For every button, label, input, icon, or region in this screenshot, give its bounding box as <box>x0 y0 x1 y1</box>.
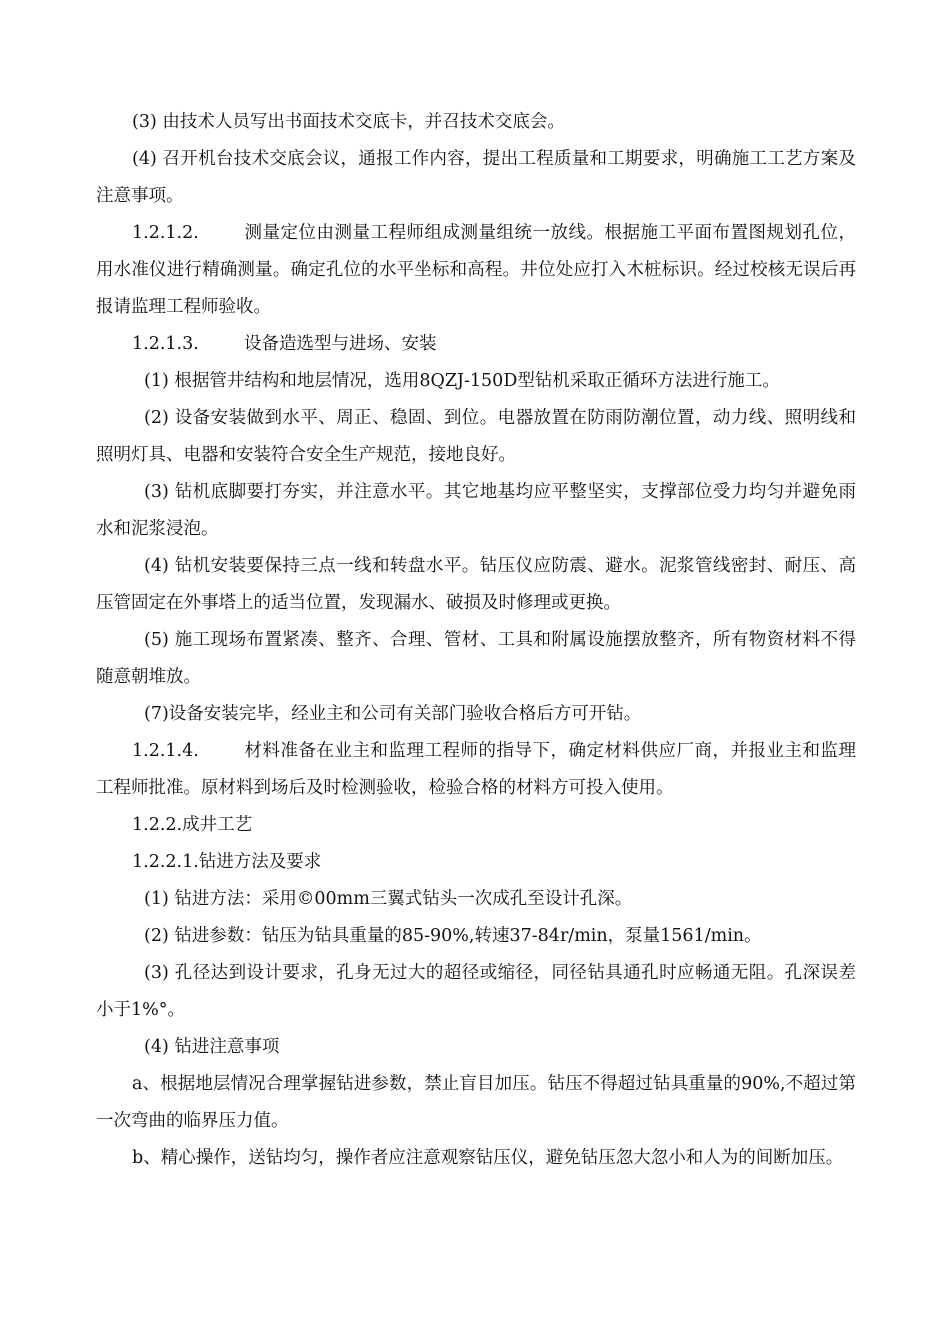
item-3-drill-base: (3) 钻机底脚要打夯实，并注意水平。其它地基均应平整坚实，支撑部位受力均匀并避免雨水和泥浆浸泡。 <box>96 482 856 539</box>
document-body <box>96 104 856 1177</box>
item-1-drilling-method: (1) 钻进方法：采用©00mm三翼式钻头一次成孔至设计孔深。 <box>144 889 633 909</box>
section-number: 1.2.1.3. <box>132 334 199 354</box>
section-1-2-2-heading: 1.2.2.成井工艺 <box>132 815 253 835</box>
paragraph-4-tech-briefing-meeting: (4) 召开机台技术交底会议，通报工作内容，提出工程质量和工期要求，明确施工工艺方案及注意事项。 <box>96 149 856 206</box>
item-2-drilling-parameters: (2) 钻进参数：钻压为钻具重量的85-90%,转速37-84r/min，泵量1561/min。 <box>144 926 762 946</box>
section-1-2-1-3-equipment-heading: 1.2.1.3. 设备造选型与进场、安装 <box>96 326 856 363</box>
item-4-drill-alignment: (4) 钻机安装要保持三点一线和转盘水平。钻压仪应防震、避水。泥浆管线密封、耐压、高压管固定在外事塔上的适当位置，发现漏水、破损及时修理或更换。 <box>96 556 856 613</box>
section-number: 1.2.1.2. <box>132 223 199 243</box>
section-number: 1.2.1.4. <box>132 741 199 761</box>
item-7-installation-acceptance: (7)设备安装完毕，经业主和公司有关部门验收合格后方可开钻。 <box>144 704 642 724</box>
item-4-drilling-precautions: (4) 钻进注意事项 <box>144 1037 280 1057</box>
section-1-2-1-2-survey-positioning: 1.2.1.2. 测量定位由测量工程师组成测量组统一放线。根据施工平面布置图规划孔位，用水准仪进行精确测量。确定孔位的水平坐标和高程。井位处应打入木桩标识。经过校核无误后再报请监理工程师验收。 <box>96 215 856 326</box>
item-2-equipment-installation: (2) 设备安装做到水平、周正、稳固、到位。电器放置在防雨防潮位置，动力线、照明线和照明灯具、电器和安装符合安全生产规范，接地良好。 <box>96 408 856 465</box>
paragraph-3-tech-briefing-card: (3) 由技术人员写出书面技术交底卡，并召技术交底会。 <box>132 112 565 132</box>
section-1-2-1-4-material-preparation: 1.2.1.4. 材料准备在业主和监理工程师的指导下，确定材料供应厂商，并报业主和监理工程师批准。原材料到场后及时检测验收，检验合格的材料方可投入使用。 <box>96 733 856 807</box>
item-5-site-layout: (5) 施工现场布置紧凑、整齐、合理、管材、工具和附属设施摆放整齐，所有物资材料不得随意朝堆放。 <box>96 630 856 687</box>
section-1-2-2-1-heading: 1.2.2.1.钻进方法及要求 <box>132 852 322 872</box>
item-1-drill-selection: (1) 根据管井结构和地层情况，选用8QZJ-150D型钻机采取正循环方法进行施工。 <box>144 371 780 391</box>
item-3-hole-diameter: (3) 孔径达到设计要求，孔身无过大的超径或缩径，同径钻具通孔时应畅通无阻。孔深误差小于1%°。 <box>96 963 856 1020</box>
sub-item-a-drilling-pressure: a、根据地层情况合理掌握钻进参数，禁止盲目加压。钻压不得超过钻具重量的90%,不超过第一次弯曲的临界压力值。 <box>96 1074 856 1131</box>
sub-item-b-careful-operation: b、精心操作，送钻均匀，操作者应注意观察钻压仪，避免钻压忽大忽小和人为的间断加压。 <box>132 1148 844 1168</box>
